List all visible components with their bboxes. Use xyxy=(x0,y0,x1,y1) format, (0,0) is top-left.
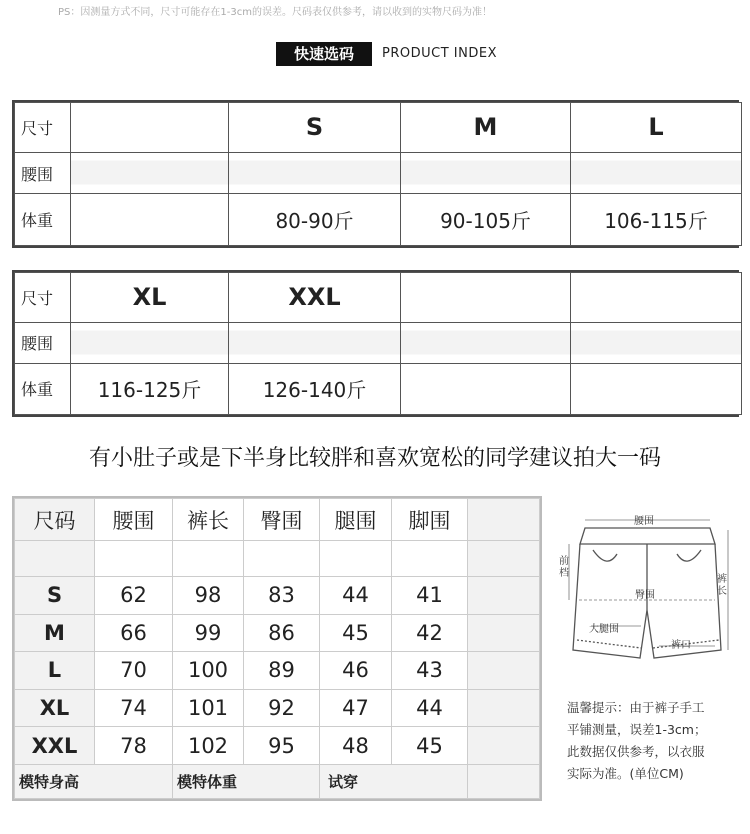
thigh-value: 44 xyxy=(320,577,392,615)
weight-l: 106-115斤 xyxy=(571,194,742,246)
empty-cell xyxy=(468,499,540,541)
empty-cell xyxy=(392,541,468,577)
length-value: 100 xyxy=(173,652,244,690)
empty-cell xyxy=(320,541,392,577)
weight-m: 90-105斤 xyxy=(401,194,571,246)
size-l: L xyxy=(571,103,742,153)
waist-value: 74 xyxy=(95,689,173,727)
weight-xl: 116-125斤 xyxy=(71,363,229,414)
empty-cell xyxy=(468,614,540,652)
waist-value: 62 xyxy=(95,577,173,615)
tips-line: 实际为准。(单位CM) xyxy=(567,766,684,781)
hip-value: 83 xyxy=(244,577,320,615)
empty-cell xyxy=(571,273,742,323)
product-index-title: PRODUCT INDEX xyxy=(382,46,497,61)
hem-value: 44 xyxy=(392,689,468,727)
size-advice: 有小肚子或是下半身比较胖和喜欢宽松的同学建议拍大一码 xyxy=(88,446,661,471)
table-row xyxy=(15,614,540,652)
size-label: L xyxy=(15,652,95,690)
thigh-value: 45 xyxy=(320,614,392,652)
row-label-weight: 体重 xyxy=(15,194,71,246)
size-label: M xyxy=(15,614,95,652)
empty-cell xyxy=(15,541,95,577)
length-label: 裤 xyxy=(717,574,727,585)
empty-cell xyxy=(468,689,540,727)
empty-cell xyxy=(71,103,229,153)
waist-label: 腰围 xyxy=(634,516,654,527)
waist-cell xyxy=(401,322,571,363)
model-height-label: 模特身高 xyxy=(15,765,173,799)
model-weight-label: 模特体重 xyxy=(173,765,320,799)
size-table-1 xyxy=(12,100,739,248)
empty-cell xyxy=(468,541,540,577)
waist-cell xyxy=(229,322,401,363)
waist-cell xyxy=(401,152,571,193)
hem-value: 42 xyxy=(392,614,468,652)
table-row xyxy=(15,652,540,690)
length-label: 长 xyxy=(717,586,727,597)
length-value: 102 xyxy=(173,727,244,765)
thigh-value: 48 xyxy=(320,727,392,765)
row-label-size: 尺寸 xyxy=(15,273,71,323)
hip-value: 89 xyxy=(244,652,320,690)
empty-cell xyxy=(468,765,540,799)
length-value: 98 xyxy=(173,577,244,615)
column-header: 腰围 xyxy=(95,499,173,541)
front-rise-label: 档 xyxy=(559,568,569,579)
tips-line: 平铺测量，误差1-3cm； xyxy=(567,722,707,737)
waist-value: 70 xyxy=(95,652,173,690)
size-label: S xyxy=(15,577,95,615)
quick-size-badge: 快速选码 xyxy=(276,42,372,66)
column-header: 尺码 xyxy=(15,499,95,541)
size-xl: XL xyxy=(71,273,229,323)
empty-cell xyxy=(468,577,540,615)
size-xxl: XXL xyxy=(229,273,401,323)
empty-cell xyxy=(71,194,229,246)
length-value: 101 xyxy=(173,689,244,727)
empty-cell xyxy=(244,541,320,577)
tips-line: 温馨提示：由于裤子手工 xyxy=(567,700,705,715)
shorts-measurement-diagram xyxy=(555,500,740,675)
thigh-value: 46 xyxy=(320,652,392,690)
try-on-label: 试穿 xyxy=(320,765,468,799)
empty-cell xyxy=(401,273,571,323)
hip-value: 86 xyxy=(244,614,320,652)
hip-label: 臀围 xyxy=(635,590,655,601)
waist-cell xyxy=(71,322,229,363)
empty-cell xyxy=(173,541,244,577)
hem-value: 41 xyxy=(392,577,468,615)
weight-xxl: 126-140斤 xyxy=(229,363,401,414)
warm-tips xyxy=(567,697,747,785)
empty-cell xyxy=(468,652,540,690)
length-value: 99 xyxy=(173,614,244,652)
weight-s: 80-90斤 xyxy=(229,194,401,246)
empty-cell xyxy=(401,363,571,414)
column-header: 腿围 xyxy=(320,499,392,541)
measurement-disclaimer: PS：因测量方式不同，尺寸可能存在1-3cm的误差。尺码表仅供参考，请以收到的实物尺码为准！ xyxy=(58,7,492,18)
hem-value: 43 xyxy=(392,652,468,690)
column-header: 脚围 xyxy=(392,499,468,541)
row-label-waist: 腰围 xyxy=(15,152,71,193)
size-label: XXL xyxy=(15,727,95,765)
table-row xyxy=(15,727,540,765)
size-label: XL xyxy=(15,689,95,727)
hip-value: 95 xyxy=(244,727,320,765)
size-s: S xyxy=(229,103,401,153)
empty-cell xyxy=(95,541,173,577)
waist-value: 78 xyxy=(95,727,173,765)
column-header: 臀围 xyxy=(244,499,320,541)
hem-label: 裤口 xyxy=(671,640,691,651)
row-label-weight: 体重 xyxy=(15,363,71,414)
measurement-table xyxy=(12,496,542,801)
waist-cell xyxy=(229,152,401,193)
column-header: 裤长 xyxy=(173,499,244,541)
table-row xyxy=(15,577,540,615)
size-table-2 xyxy=(12,270,739,417)
thigh-label: 大腿围 xyxy=(589,624,619,635)
empty-cell xyxy=(468,727,540,765)
waist-cell xyxy=(71,152,229,193)
table-row xyxy=(15,689,540,727)
thigh-value: 47 xyxy=(320,689,392,727)
hip-value: 92 xyxy=(244,689,320,727)
row-label-size: 尺寸 xyxy=(15,103,71,153)
waist-value: 66 xyxy=(95,614,173,652)
front-rise-label: 前 xyxy=(559,556,569,567)
hem-value: 45 xyxy=(392,727,468,765)
row-label-waist: 腰围 xyxy=(15,322,71,363)
waist-cell xyxy=(571,322,742,363)
size-m: M xyxy=(401,103,571,153)
waist-cell xyxy=(571,152,742,193)
empty-cell xyxy=(571,363,742,414)
tips-line: 此数据仅供参考，以衣服 xyxy=(567,744,705,759)
